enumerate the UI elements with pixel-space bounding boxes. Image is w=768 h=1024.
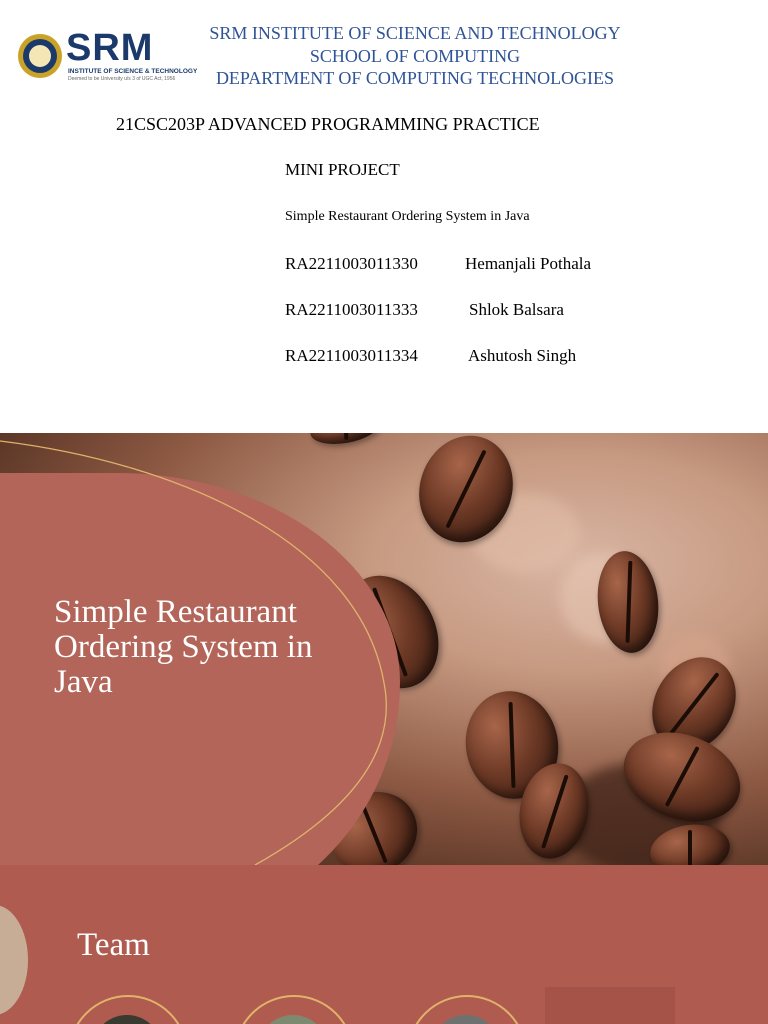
member-reg-number: RA2211003011333 (285, 300, 418, 319)
decorative-blob (0, 905, 28, 1015)
member-row (285, 346, 576, 366)
member-reg-number: RA2211003011334 (285, 346, 418, 365)
institution-name: SRM INSTITUTE OF SCIENCE AND TECHNOLOGY (209, 23, 621, 43)
team-slide (0, 865, 768, 1024)
member-name: Shlok Balsara (469, 300, 564, 319)
department-name: DEPARTMENT OF COMPUTING TECHNOLOGIES (215, 68, 615, 88)
slide-title: Simple Restaurant Ordering System in Java (54, 594, 313, 700)
logo-tagline: Deemed to be University u/s 3 of UGC Act, 1956 (68, 76, 176, 82)
decorative-panel (545, 987, 675, 1024)
project-title: Simple Restaurant Ordering System in Java (285, 209, 530, 224)
member-row (285, 254, 591, 274)
school-name: SCHOOL OF COMPUTING (309, 45, 521, 66)
member-name: Hemanjali Pothala (465, 254, 592, 273)
course-title: 21CSC203P ADVANCED PROGRAMMING PRACTICE (116, 114, 540, 134)
cover-page (0, 0, 768, 433)
title-slide (0, 433, 768, 865)
member-row (285, 300, 564, 320)
srm-logo (18, 27, 198, 82)
srm-seal-icon (18, 34, 62, 78)
team-title: Team (77, 927, 150, 963)
institution-header (180, 22, 650, 90)
member-reg-number: RA2211003011330 (285, 254, 418, 273)
member-name: Ashutosh Singh (468, 346, 577, 365)
logo-subtitle: INSTITUTE OF SCIENCE & TECHNOLOGY (68, 68, 198, 75)
logo-text: SRM (66, 27, 154, 69)
mini-project-label: MINI PROJECT (285, 160, 400, 179)
